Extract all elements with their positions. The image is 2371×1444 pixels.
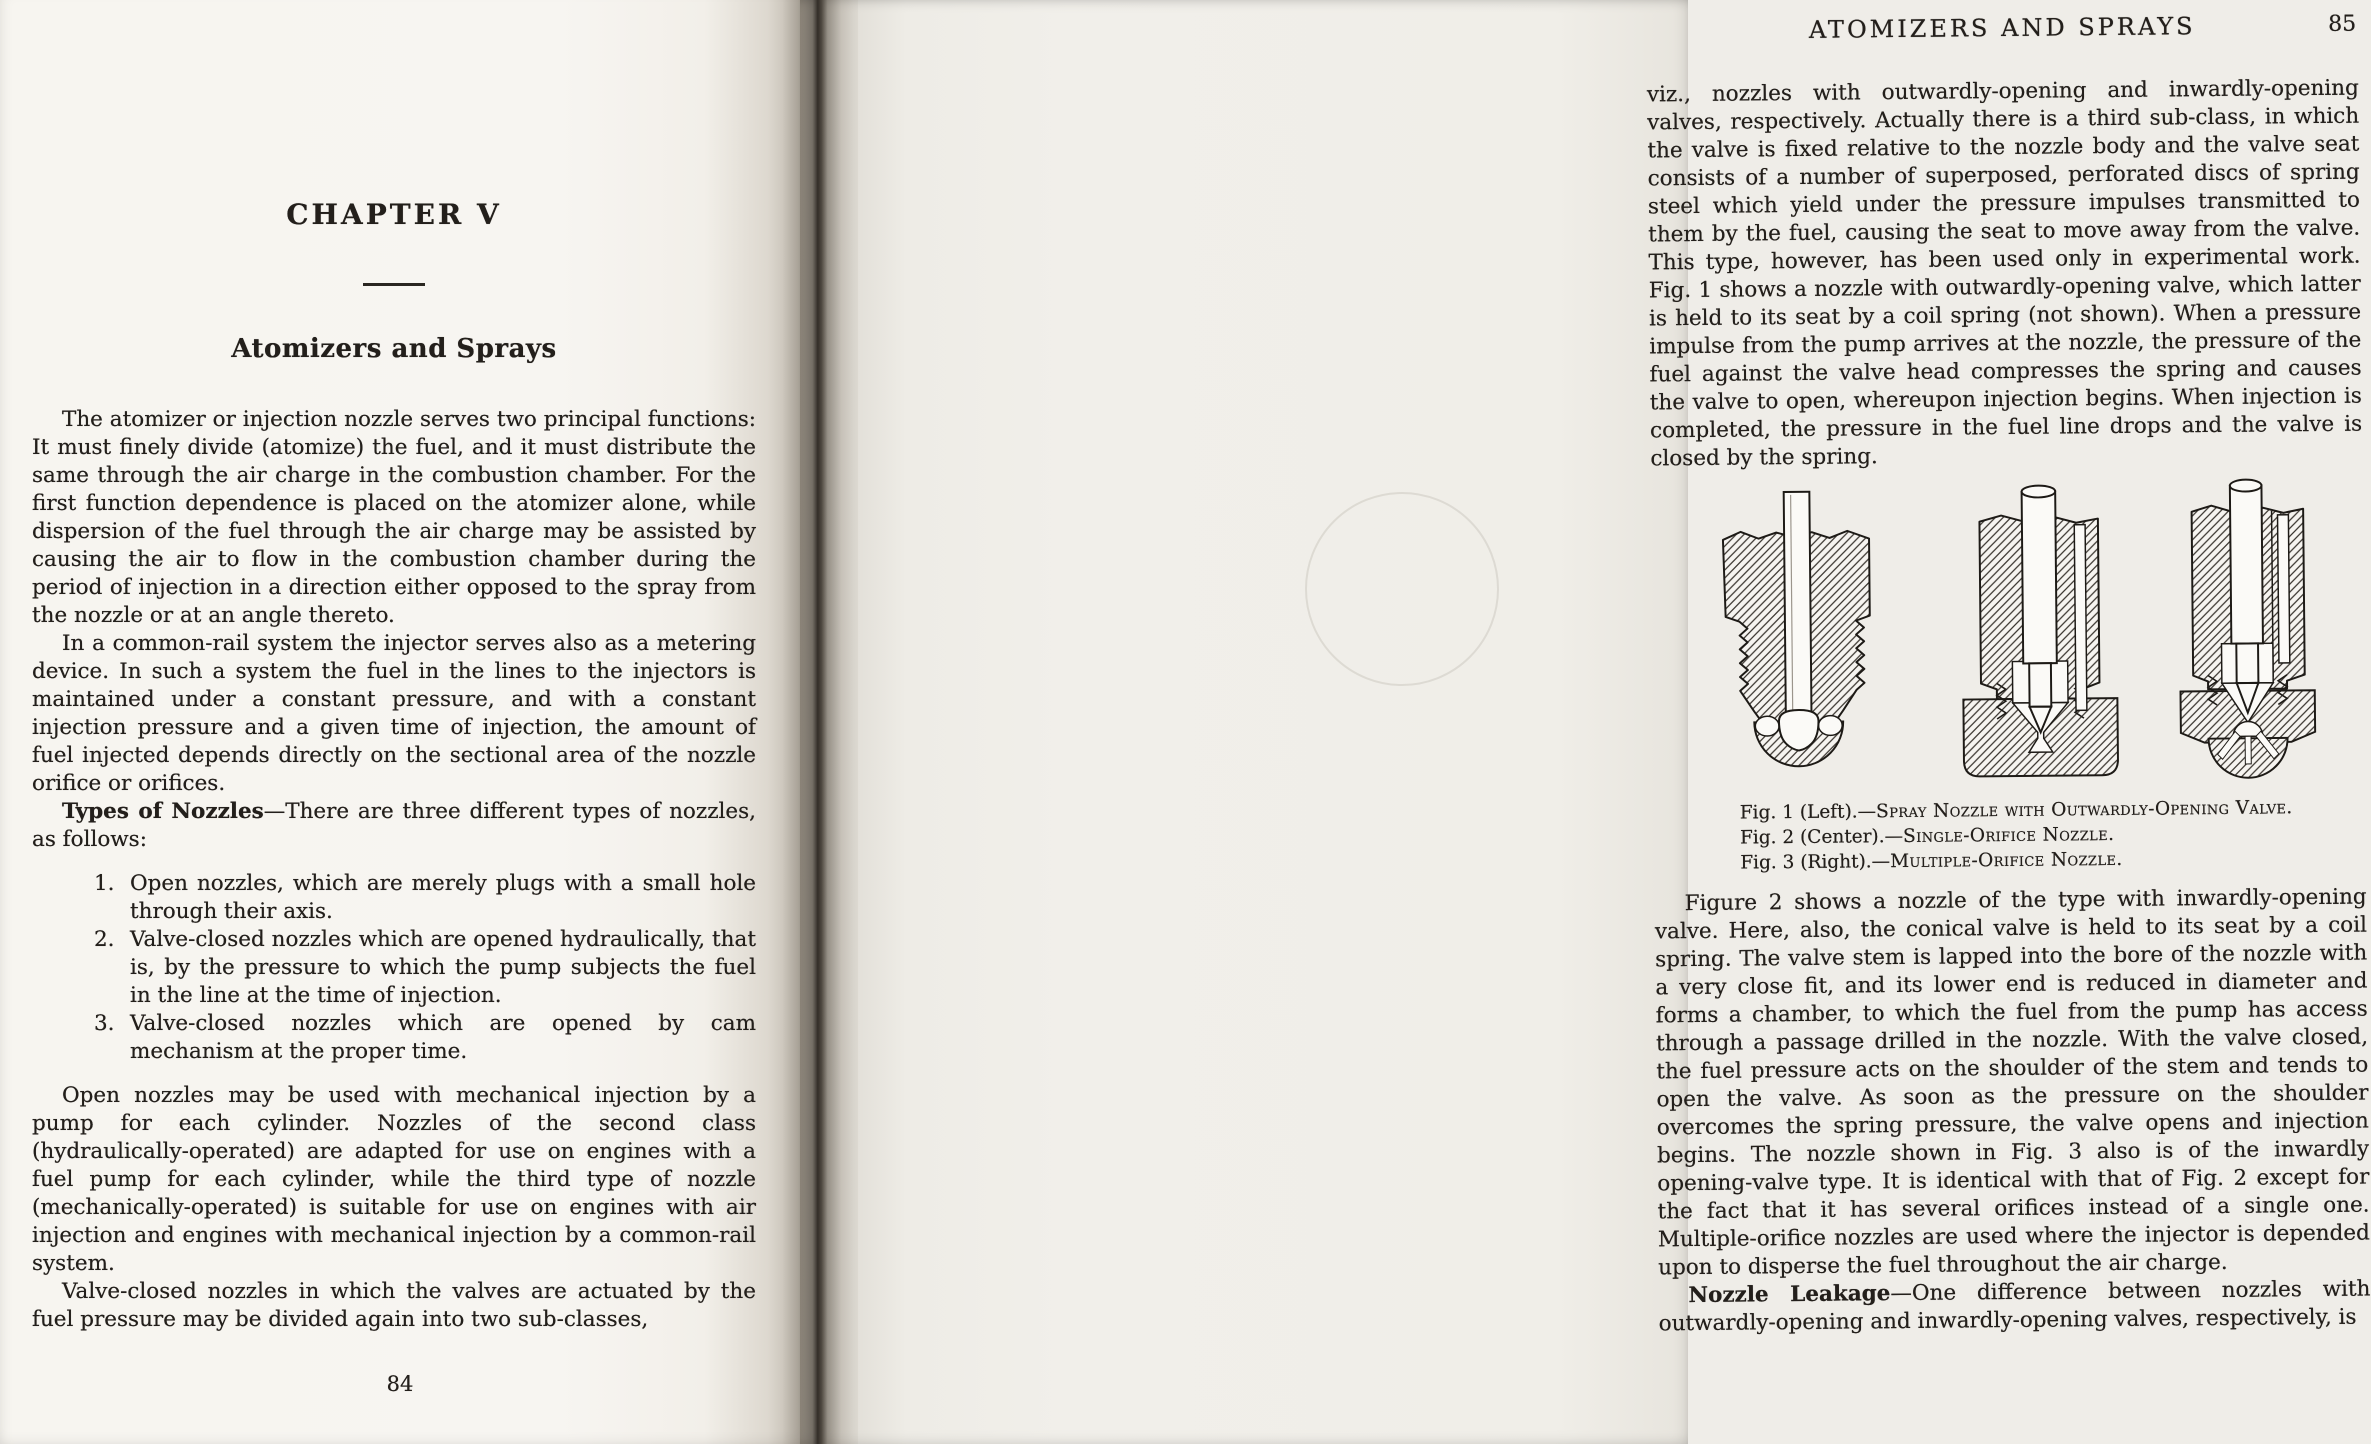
list-item — [94, 870, 756, 926]
fig1-outwardly-opening-nozzle — [1722, 491, 1871, 767]
list-item — [94, 1010, 756, 1066]
fig2-single-orifice-nozzle — [1961, 485, 2118, 777]
list-item-text: Valve-closed nozzles which are opened hydraulically, that is, by the pressure to which the pump subjects the fuel in the line at the time of injection. — [130, 927, 756, 1008]
paragraph: In a common-rail system the injector serves also as a metering device. In such a system the fuel in the lines to the injectors is maintained under a constant pressure, and with a constant injection pressure and a given time of injection, the amount of fuel injected depends directly on the sectional area of the nozzle orifice or orifices. — [32, 631, 756, 796]
fig3-multiple-orifice-nozzle — [2178, 479, 2315, 778]
paragraph: Valve-closed nozzles in which the valves are actuated by the fuel pressure may be divided again into two sub-classes, — [32, 1279, 756, 1332]
paragraph: viz., nozzles with outwardly-opening and inwardly-opening valves, respectively. Actually there is a third sub-class, in which the valve is fixed relative to the nozzle body and the valve seat consists of a number of superposed, perforated discs of spring steel which yield under the pressure impulses transmitted to them by the fuel, causing the seat to move away from the valve. This type, however, has been used only in experimental work. Fig. 1 shows a nozzle with outwardly-opening valve, which latter is held to its seat by a coil spring (not shown). When a pressure impulse from the pump arrives at the nozzle, the pressure of the fuel against the valve head compresses the spring and causes the valve to open, whereupon injection begins. When injection is completed, the pressure in the fuel line drops and the valve is closed by the spring. — [1646, 75, 2363, 472]
right-page — [800, 0, 2371, 1444]
list-item-number: 2. — [94, 927, 115, 952]
fig2-valve-stem — [2022, 491, 2057, 663]
fig3-fuel-passage — [2278, 515, 2290, 663]
fig1-seat-gap-right — [1818, 716, 1842, 736]
paragraph-lead-rest: —There are three different types of nozzles, as follows: — [32, 799, 756, 852]
left-page-content — [32, 0, 756, 1334]
fig2-reduced-stem — [2029, 663, 2051, 707]
paragraph: Open nozzles may be used with mechanical injection by a pump for each cylinder. Nozzles of the second class (hydraulically-operated) are adapted for use on engines with a fuel pump for each cylinder, while the third type of nozzle (mechanically-operated) is suitable for use on engines with air injection and engines with mechanical injection by a common-rail system. — [32, 1083, 756, 1276]
paragraph-types-of-nozzles — [32, 798, 756, 854]
fig1-valve-stem — [1784, 492, 1812, 727]
paragraph-lead-bold: Nozzle Leakage — [1688, 1281, 1891, 1309]
section-title: Atomizers and Sprays — [231, 334, 557, 364]
caption-prefix: Fig. 3 (Right).— — [1740, 851, 1891, 874]
figure-caption-3 — [1740, 845, 2366, 876]
list-item-number: 1. — [94, 871, 115, 896]
running-header — [1646, 11, 2358, 52]
chapter-heading: CHAPTER V — [286, 198, 502, 231]
running-header-title: ATOMIZERS AND SPRAYS — [1808, 12, 2196, 44]
fig3-orifice-center — [2245, 736, 2251, 764]
paragraph-lead-rest: —One difference between nozzles with outwardly-opening and inwardly-opening valves, respectively, is — [1658, 1276, 2371, 1337]
paragraph-lead-bold: Types of Nozzles — [62, 799, 264, 824]
fig2-stem-top — [2022, 485, 2056, 497]
caption-text: Single-Orifice Nozzle. — [1903, 823, 2115, 847]
caption-text: Multiple-Orifice Nozzle. — [1890, 848, 2123, 873]
nozzle-type-list — [32, 870, 756, 1066]
list-item-text: Valve-closed nozzles which are opened by cam mechanism at the proper time. — [130, 1011, 756, 1064]
fig2-fuel-passage — [2074, 525, 2087, 711]
fig1-seat-gap-left — [1755, 716, 1779, 736]
fig3-reduced-stem — [2236, 643, 2258, 683]
page-number-right: 85 — [2328, 11, 2357, 37]
list-item — [94, 926, 756, 1010]
right-page-content — [1646, 0, 2371, 1338]
list-item-number: 3. — [94, 1011, 115, 1036]
fig3-valve-stem — [2230, 485, 2263, 643]
caption-prefix: Fig. 2 (Center).— — [1739, 825, 1904, 849]
figure-nozzle-cross-sections — [1689, 477, 2340, 791]
list-item-text: Open nozzles, which are merely plugs with a small hole through their axis. — [130, 871, 756, 924]
paragraph: Figure 2 shows a nozzle of the type with inwardly-opening valve. Here, also, the conical valve is held to its seat by a coil spring. The valve stem is lapped into the bore of the nozzle with a very close fit, and its lower end is reduced in diameter and forms a chamber, to which the fuel from the pump has access through a passage drilled in the nozzle. With the valve closed, the fuel pressure acts on the shoulder of the stem and tends to open the valve. As soon as the pressure on the shoulder overcomes the spring pressure, the valve opens and injection begins. The nozzle shown in Fig. 3 also is of the inwardly opening-valve type. It is identical with that of Fig. 2 except for the fact that it has several orifices instead of a single one. Multiple-orifice nozzles are used where the injector is depended upon to disperse the fuel throughout the air charge. — [1654, 884, 2370, 1281]
left-page — [0, 0, 800, 1444]
page-number-left: 84 — [386, 1372, 414, 1396]
caption-prefix: Fig. 1 (Left).— — [1739, 801, 1877, 824]
figure-captions — [1740, 795, 2367, 876]
nozzles-figure-svg — [1689, 477, 2340, 791]
paragraph-nozzle-leakage — [1658, 1276, 2371, 1339]
heading-rule — [363, 283, 425, 286]
fig3-stem-top — [2230, 480, 2262, 492]
caption-text: Spray Nozzle with Outwardly-Opening Valve. — [1876, 797, 2293, 823]
paragraph: The atomizer or injection nozzle serves two principal functions: It must finely divide (atomize) the fuel, and it must distribute the same through the air charge in the combustion chamber. For the first function dependence is placed on the atomizer alone, while dispersion of the fuel through the air charge may be assisted by causing the air to flow in the combustion chamber during the period of injection in a direction either opposed to the spray from the nozzle or at an angle thereto. — [32, 407, 756, 628]
